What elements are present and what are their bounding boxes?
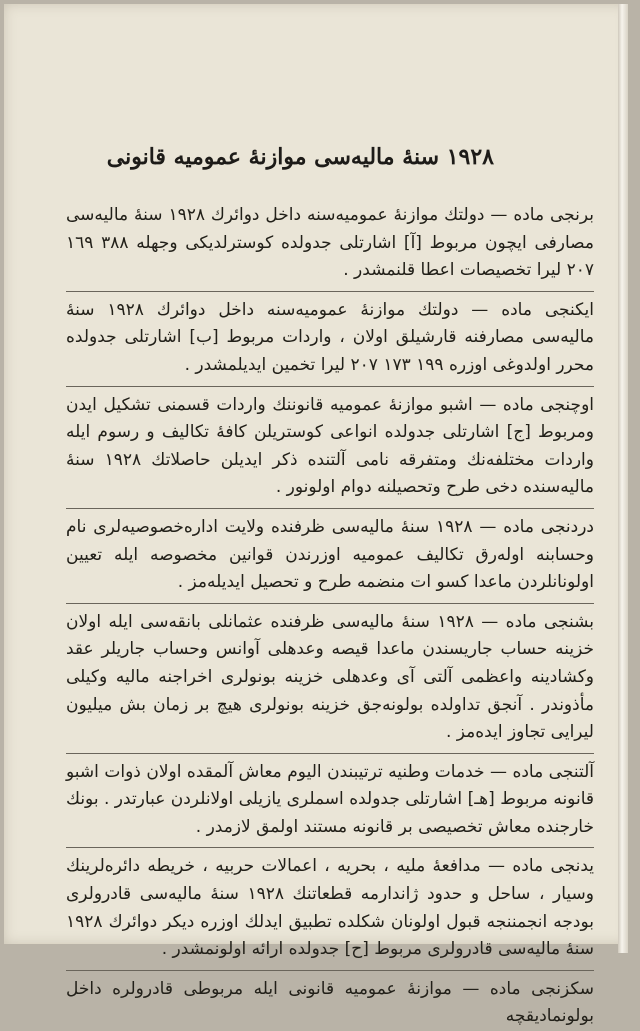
article-7: یدنجی ماده — مدافعهٔ ملیه ، بحریه ، اعمالات حربیه ، خریطه دائره‌لرینك وسیار ، ساحل و حدود ژاندارمه قطعاتنك ١٩٢٨ سنهٔ مالیه‌سی قادرولری بودجه انجمننجه قبول اولونان شکلده تطبیق ایدلك اوزره دیکر دوائرك ١٩٢٨ سنهٔ مالیه‌سی قادرولری مربوط [ح] جدولده ارائه اولونمشدر . xyxy=(66,847,594,963)
law-body xyxy=(66,202,594,1031)
page-title: ١٩٢٨ سنهٔ مالیه‌سی موازنهٔ عمومیه قانونی xyxy=(106,144,494,170)
article-6: آلتنجی ماده — خدمات وطنیه ترتیبندن الیوم معاش آلمقده اولان ذوات اشبو قانونه مربوط [هـ] اشارتلی جدولده اسملری یازیلی اولانلردن عبارتدر . بونك خارجنده معاش تخصیصی بر قانونه مستند اولمق لازمدر . xyxy=(66,753,594,842)
article-2: ایکنجی ماده — دولتك موازنهٔ عمومیه‌سنه داخل دوائرك ١٩٢٨ سنهٔ مالیه‌سی مصارفنه قارشیلق اولان ، واردات مربوط [ب] اشارتلی جدولده محرر اولدوغی اوزره ١٩٩ ١٧٣ ٢٠٧ لیرا تخمین ایدیلمشدر . xyxy=(66,291,594,380)
page-edge xyxy=(618,4,628,953)
article-3: اوچنجی ماده — اشبو موازنهٔ عمومیه قانوننك واردات قسمنی تشکیل ایدن ومربوط [ج] اشارتلی جدولده انواعی کوستریلن کافهٔ تکالیف و رسوم ایله واردات مختلفه‌نك ومتفرقه نامی آلتنده ذکر ایدیلن حاصلاتك ١٩٢٨ سنهٔ مالیه‌سنده دخی طرح وتحصیلنه دوام اولونور . xyxy=(66,386,594,502)
article-8: سکزنجی ماده — موازنهٔ عمومیه قانونی ایله مربوطی قادرولره داخل بولونمادیقچه xyxy=(66,970,594,1031)
article-4: دردنجی ماده — ١٩٢٨ سنهٔ مالیه‌سی ظرفنده ولایت اداره‌خصوصیه‌لری نام وحسابنه اوله‌رق تکالیف عمومیه اوزرندن قوانین مخصوصه ایله تعیین اولونانلردن ماعدا کسو ات منضمه طرح و تحصیل ایدیله‌مز . xyxy=(66,508,594,597)
article-1: برنجی ماده — دولتك موازنهٔ عمومیه‌سنه داخل دوائرك ١٩٢٨ سنهٔ مالیه‌سی مصارفی ایچون مربوط [آ] اشارتلی جدولده کوسترلدیکی وجهله ٣٨٨ ١٦٩ ٢٠٧ لیرا تخصیصات اعطا قلنمشدر . xyxy=(66,205,594,281)
article-5: بشنجی ماده — ١٩٢٨ سنهٔ مالیه‌سی ظرفنده عثمانلی بانقه‌سی ایله اولان خزینه حساب جاریسندن ماعدا قیصه وعدهلی آوانس وحساب جاریلر عقد وکشادینه واعظمی آلتی آی وعدهلی خزینه بونولری اخراجنه مالیه وکیلی مأذوندر . آنجق تداولده بولونه‌جق خزینه بونولری هیچ بر زمان بش میلیون لیرایی تجاوز ایده‌مز . xyxy=(66,603,594,747)
scanned-page xyxy=(4,4,628,1027)
